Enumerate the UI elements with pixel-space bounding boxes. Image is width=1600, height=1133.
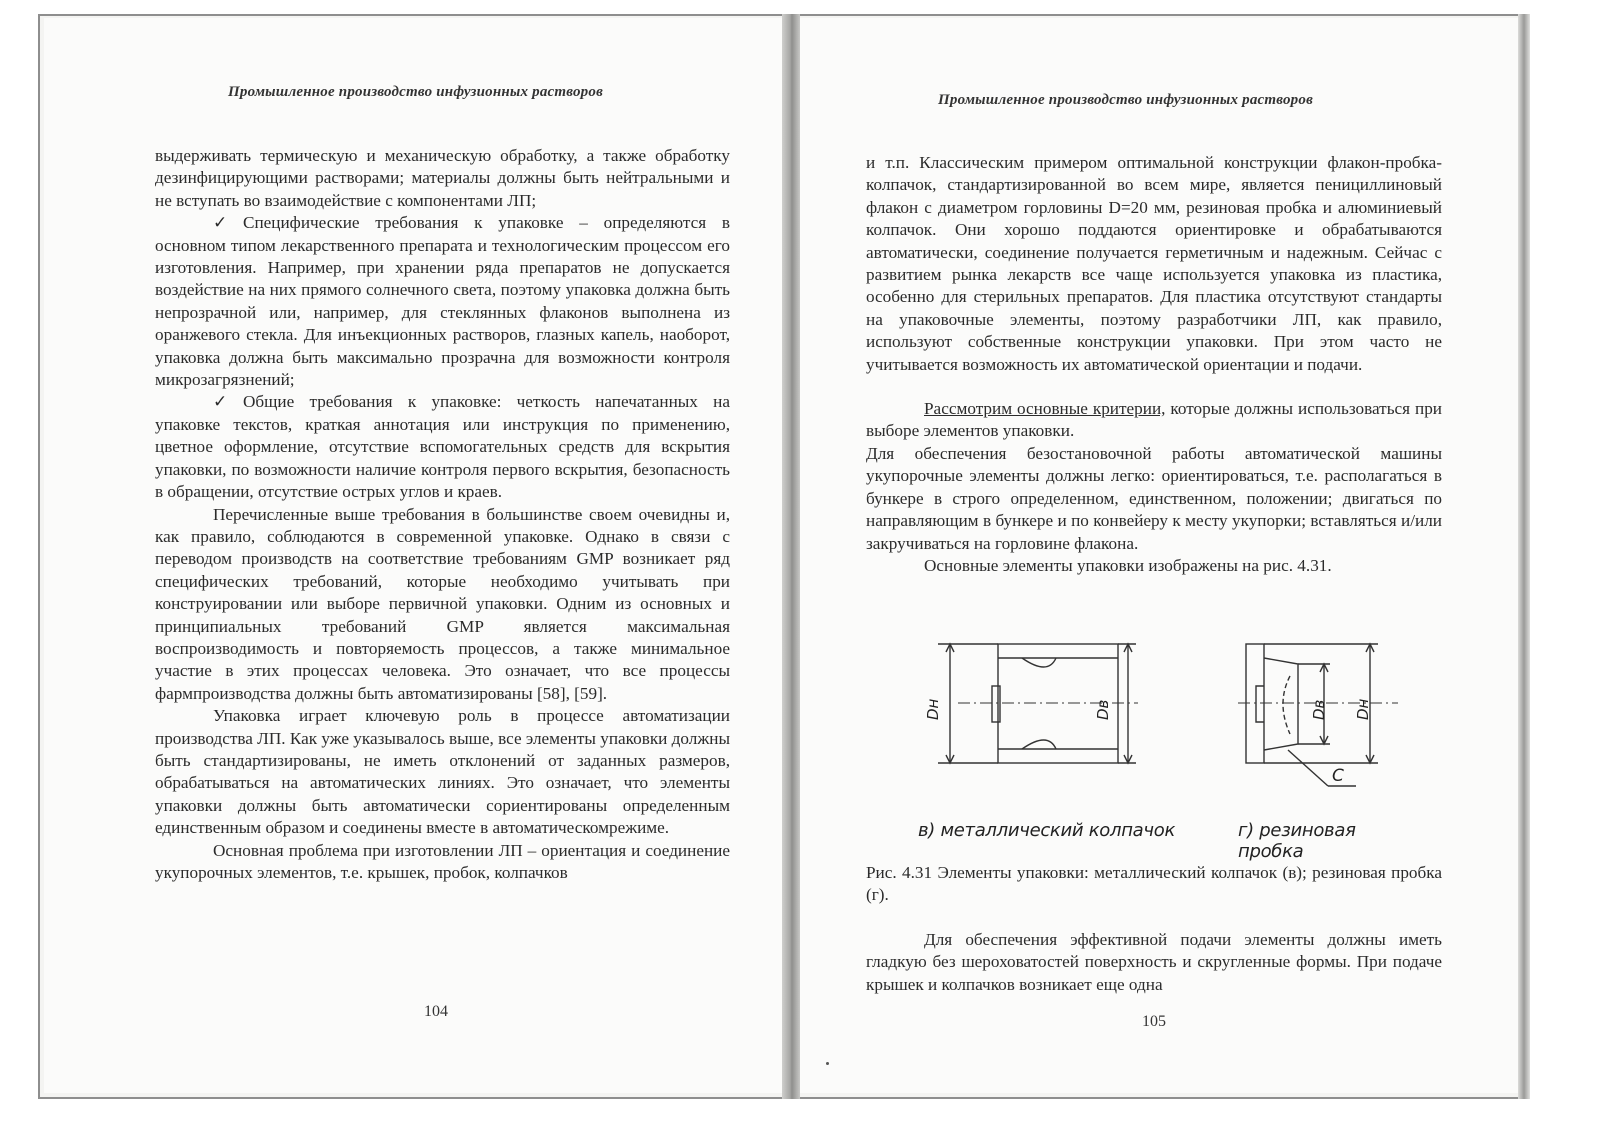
- check-icon: ✓: [213, 213, 228, 233]
- dimension-label-inner-stopper: Dв: [1310, 699, 1328, 720]
- running-head-right: Промышленное производство инфузионных растворов: [938, 92, 1313, 108]
- right-text-body-top: [866, 152, 1442, 577]
- list-item: [155, 212, 730, 391]
- paragraph: [866, 398, 1442, 443]
- paragraph: Основная проблема при изготовлении ЛП – ориентация и соединение укупорочных элементов, т.е. крышек, пробок, колпачков: [155, 840, 730, 882]
- dimension-label-outer: Dн: [924, 698, 942, 720]
- paragraph: Общие требования к упаковке: четкость напечатанных на упаковке текстов, краткая аннотация или инструкция по применению, цветное оформление, отсутствие вспомогательных средств для вскрытия упаковки, по возможности наличие контроля первого вскрытия, безопасность в обращении, отсутствие острых углов и краев.: [155, 392, 730, 502]
- page-number-left: 104: [424, 1003, 448, 1020]
- dimension-label-outer-stopper: Dн: [1354, 698, 1372, 720]
- figure-caption: Рис. 4.31 Элементы упаковки: металлический колпачок (в); резиновая пробка (г).: [866, 863, 1442, 905]
- paragraph: Упаковка играет ключевую роль в процессе автоматизации производства ЛП. Как уже указывалось выше, все элементы упаковки должны быть стандартизированы, не иметь отклонений от заданных размеров, обрабатываться на автоматических линиях. Это означает, что элементы упаковки должны быть автоматически сориентированы определенным единственным образом и соединены вместе в автоматическомрежиме.: [155, 706, 730, 838]
- figure-drawing: [898, 636, 1418, 848]
- left-text-body: [155, 145, 730, 884]
- dimension-label-inner: Dв: [1094, 699, 1112, 720]
- paragraph: и т.п. Классическим примером оптимальной конструкции флакон-пробка-колпачок, стандартизированной во всем мире, является пенициллиновый флакон с диаметром горловины D=20 мм, резиновая пробка и алюминиевый колпачок. Они хорошо поддаются ориентировке и обрабатываются автоматически, соединение получается герметичным и надежным. Сейчас с развитием рынка лекарств все чаще используется упаковка из пластика, особенно для стерильных препаратов. Для пластика отсутствуют стандарты на упаковочные элементы, поэтому разработчики ЛП, как правило, используют собственные конструкции упаковки. При этом часто не учитывается возможность их автоматической ориентации и подачи.: [866, 153, 1442, 374]
- chamfer-label: С: [1332, 766, 1344, 786]
- figure-label-cap: в) металлический колпачок: [918, 820, 1176, 841]
- paragraph: Для обеспечения безостановочной работы автоматической машины укупорочные элементы должны легко: ориентироваться, т.е. располагаться в бункере в строго определенном, единственном, положении; двигаться по направляющим в бункере и по конвейеру к месту укупорки; вставляться и/или закручиваться на горловине флакона.: [866, 443, 1442, 553]
- running-head-left: Промышленное производство инфузионных растворов: [228, 84, 603, 100]
- paragraph: Основные элементы упаковки изображены на рис. 4.31.: [924, 555, 1332, 575]
- right-text-body-bottom: [866, 862, 1442, 996]
- book-gutter: [782, 14, 800, 1099]
- list-item: [155, 391, 730, 503]
- paragraph: Перечисленные выше требования в большинстве своем очевидны и, как правило, соблюдаются в современной упаковке. Однако в связи с переводом производств на соответствие требованиям GMP возникает ряд специфических требований, которые необходимо учитывать при конструировании или выборе первичной упаковки. Одним из основных и принципиальных требований GMP является максимальная воспроизводимость и повторяемость процессов, а также минимальное участие в этих процессах человека. Это означает, что все процессы фармпроизводства должны быть автоматизированы [58], [59].: [155, 504, 730, 703]
- page-edge: [1518, 14, 1530, 1099]
- check-icon: ✓: [213, 392, 228, 412]
- page-number-right: 105: [1142, 1013, 1166, 1030]
- scan-speck: [826, 1062, 829, 1065]
- paragraph: выдерживать термическую и механическую обработку, а также обработку дезинфицирующими растворами; материалы должны быть нейтральными и не вступать во взаимодействие с компонентами ЛП;: [155, 146, 730, 210]
- text-run: которые должны использоваться при выборе элементов упаковки.: [866, 399, 1442, 441]
- figure-4-31: [898, 636, 1418, 862]
- paragraph: Для обеспечения эффективной подачи элементы должны иметь гладкую без шероховатостей поверхность и скругленные формы. При подаче крышек и колпачков возникает еще одна: [866, 929, 1442, 994]
- figure-label-stopper: г) резиновая пробка: [1238, 820, 1356, 862]
- paragraph: Специфические требования к упаковке – определяются в основном типом лекарственного препарата и технологическим процессом его изготовления. Например, при хранении ряда препаратов не допускается воздействие на них прямого солнечного света, поэтому упаковка должна быть непрозрачной или, например, для стеклянных флаконов выполнена из оранжевого стекла. Для инъекционных растворов, глазных капель, наоборот, упаковка должна быть максимально прозрачна для возможности контроля микрозагрязнений;: [155, 213, 730, 390]
- underlined-text: Рассмотрим основные критерии,: [924, 399, 1166, 419]
